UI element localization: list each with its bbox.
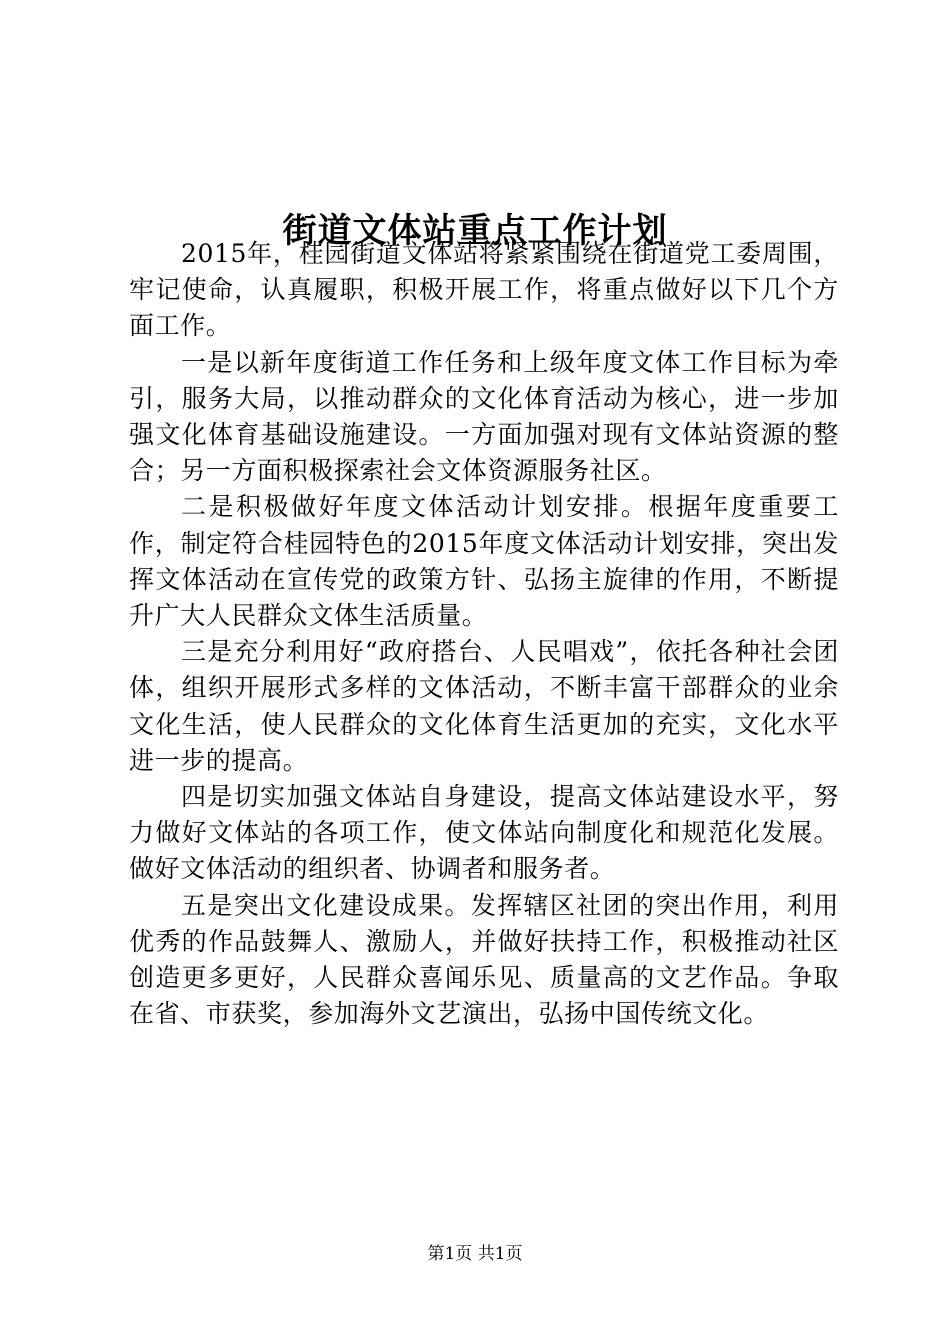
paragraph-item-4: 四是切实加强文体站自身建设，提高文体站建设水平，努力做好文体站的各项工作，使文体站向制度化和规范化发展。做好文体活动的组织者、协调者和服务者。 bbox=[129, 782, 839, 884]
paragraph-intro: 2015年，桂园街道文体站将紧紧围绕在街道党工委周围，牢记使命，认真履职，积极开展工作，将重点做好以下几个方面工作。 bbox=[129, 239, 839, 341]
paragraph-item-3: 三是充分利用好“政府搭台、人民唱戏”，依托各种社会团体，组织开展形式多样的文体活动，不断丰富干部群众的业余文化生活，使人民群众的文化体育生活更加的充实，文化水平进一步的提高。 bbox=[129, 637, 839, 775]
document-title: 街道文体站重点工作计划 bbox=[282, 210, 668, 251]
paragraph-item-2: 二是积极做好年度文体活动计划安排。根据年度重要工作，制定符合桂园特色的2015年度文体活动计划安排，突出发挥文体活动在宣传党的政策方针、弘扬主旋律的作用，不断提升广大人民群众文体生活质量。 bbox=[129, 492, 839, 631]
paragraph-item-5: 五是突出文化建设成果。发挥辖区社团的突出作用，利用优秀的作品鼓舞人、激励人，并做好扶持工作，积极推动社区创造更多更好，人民群众喜闻乐见、质量高的文艺作品。争取在省、市获奖，参加海外文艺演出，弘扬中国传统文化。 bbox=[129, 890, 839, 1029]
paragraph-item-1: 一是以新年度街道工作任务和上级年度文体工作目标为牵引，服务大局，以推动群众的文化体育活动为核心，进一步加强文化体育基础设施建设。一方面加强对现有文体站资源的整合；另一方面积极探索社会文体资源服务社区。 bbox=[129, 347, 839, 486]
page-footer: 第1页 共1页 bbox=[427, 1244, 523, 1264]
document-body bbox=[129, 236, 839, 1032]
